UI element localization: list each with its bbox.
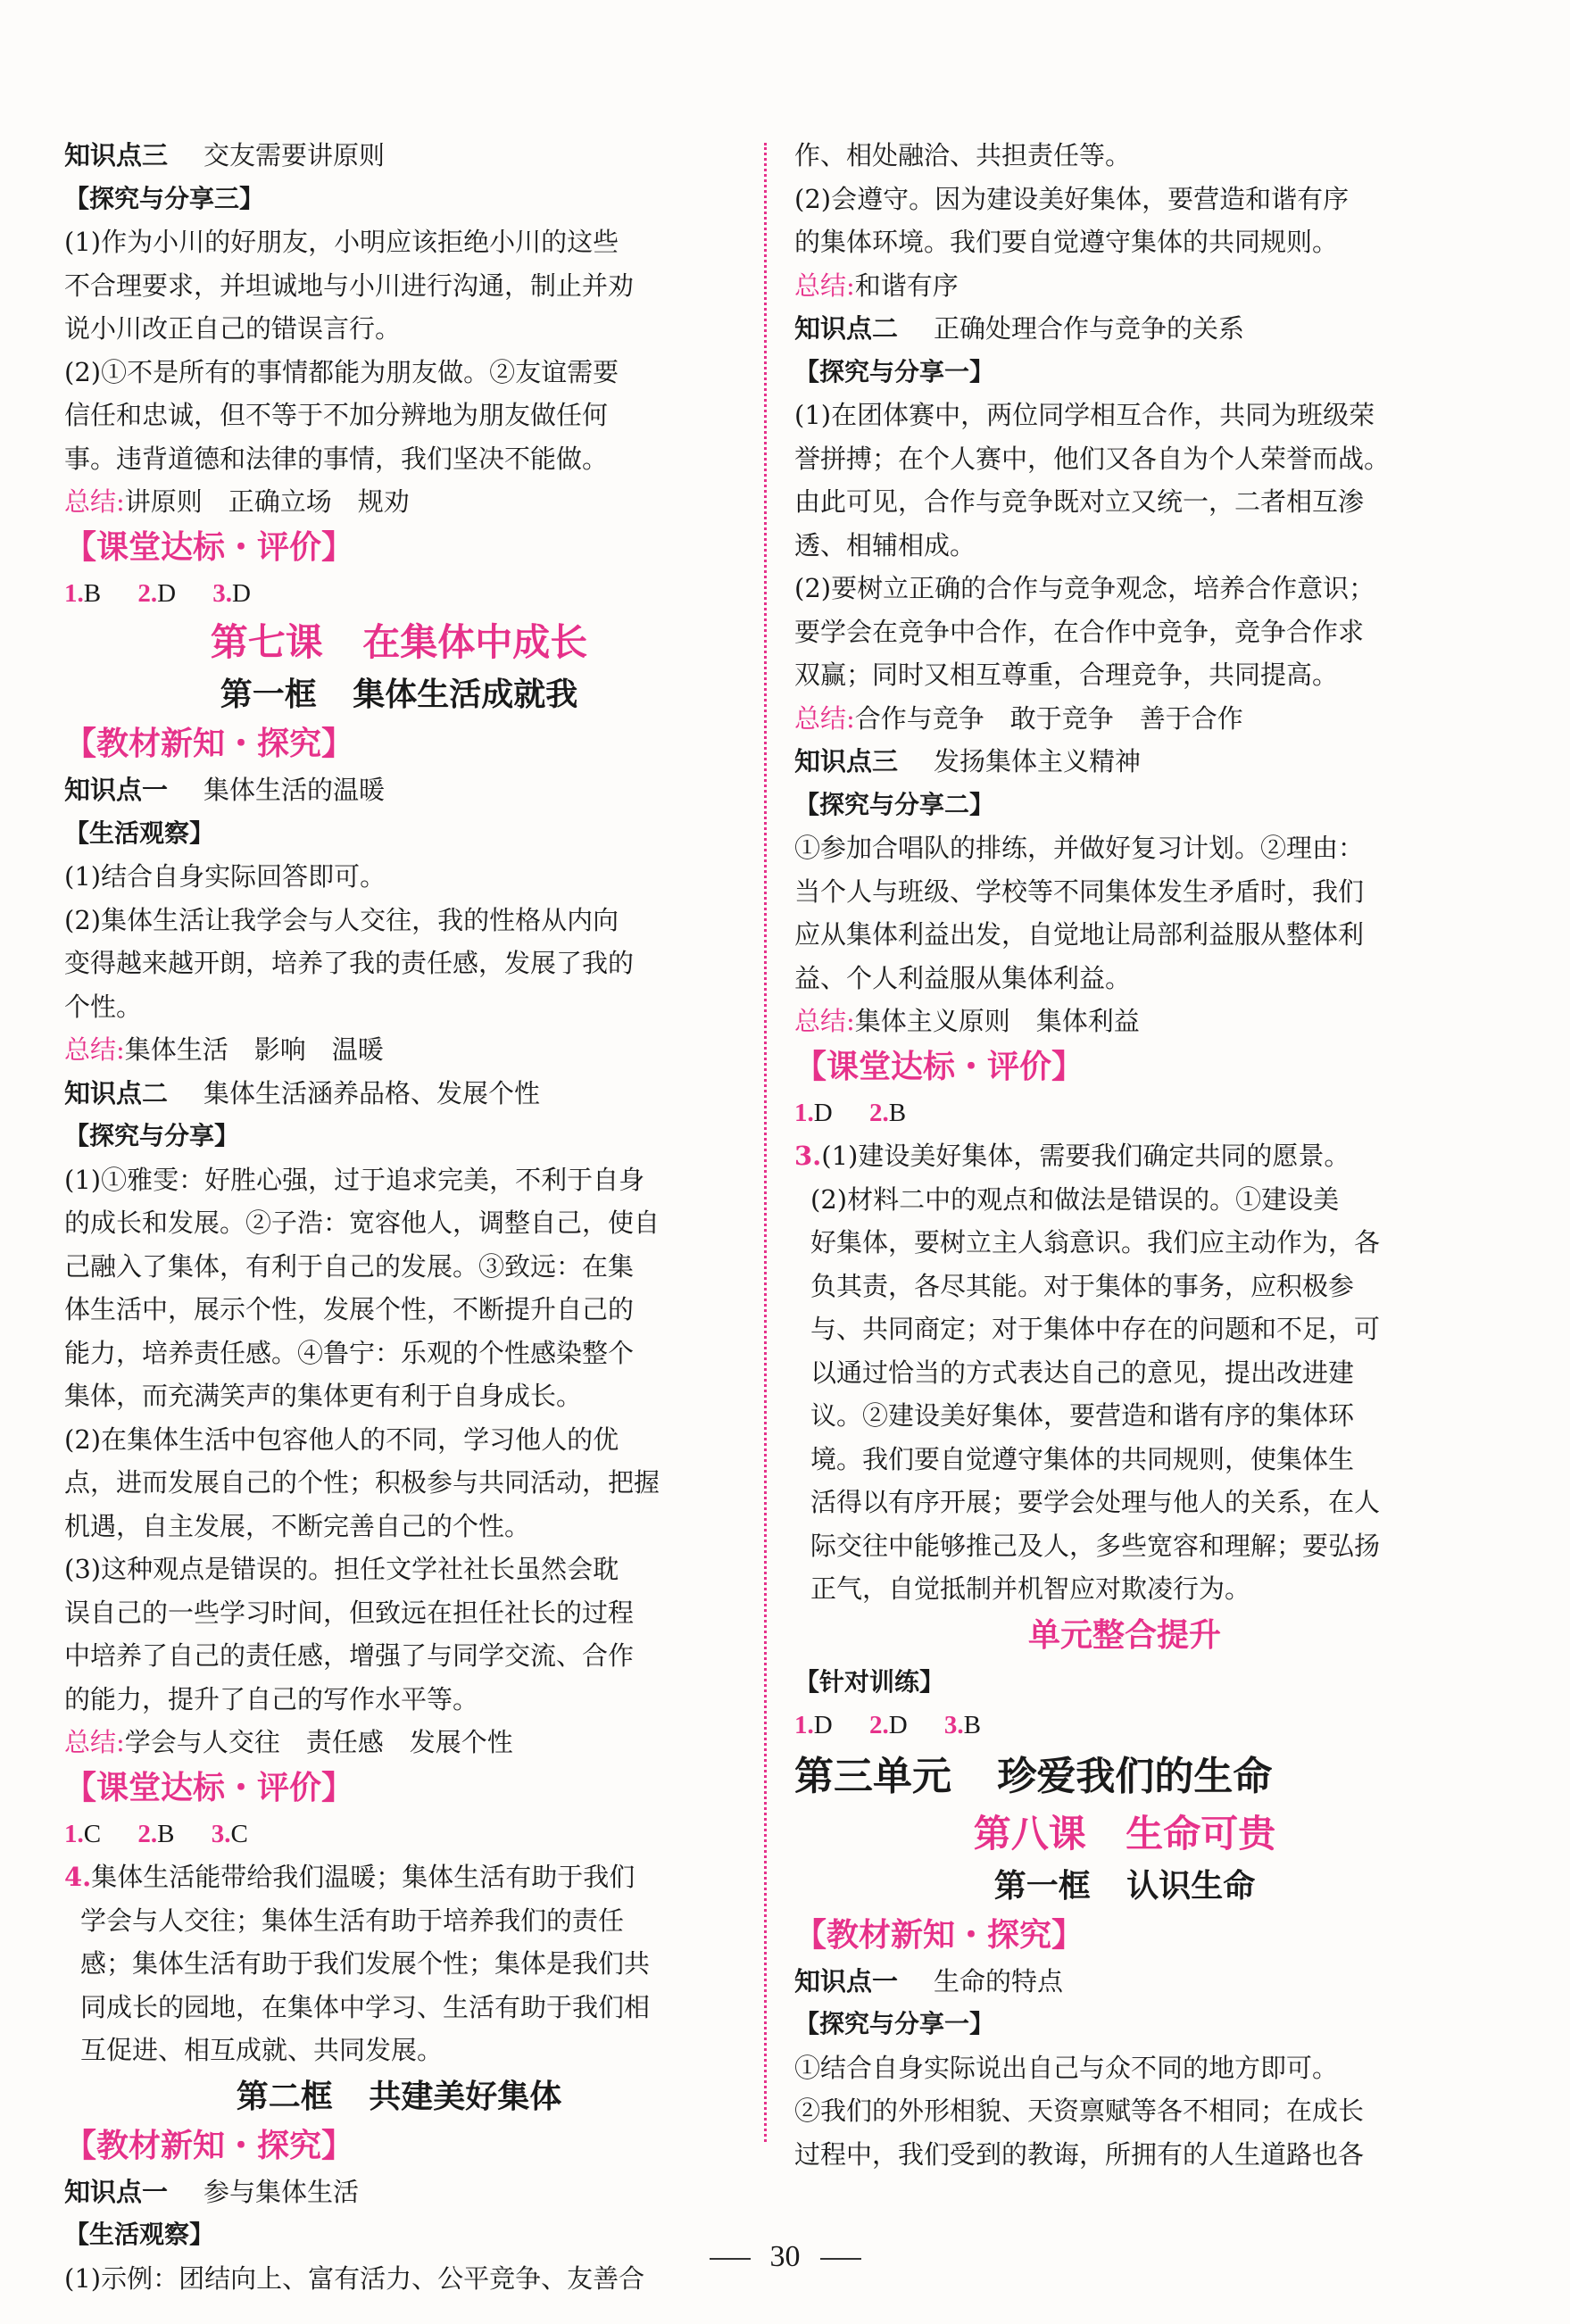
explore-share-label: 【探究与分享】 <box>64 1121 240 1150</box>
answer-list: 1.B 2.D 3.D <box>64 578 251 608</box>
life-observation-body: (1)示例：团结向上、富有活力、公平竞争、友善合 <box>64 2262 645 2294</box>
life-observation-label: 【生活观察】 <box>64 2220 215 2249</box>
explore-share-body: (1)①雅雯：好胜心强，过于追求完美，不利于自身 的成长和发展。②子浩：宽容他人，调整自己，使自 己融入了集体，有利于自己的发展。③致远：在集 体生活中，展示个性，发展个性，不断提升自己的 能力，培养责任感。④鲁宁：乐观的个性感染整个 集体，而充满笑声的集体更有利于自身成长。 (2)在集体生活中包容他人的不同，学习他人的优 点，进而发展自己的个性；积极参与共同活动，把握 机遇，自主发展，不断完善自己的个性。 (3)这种观点是错误的。担任文学社社长虽然会耽 误自己的一些学习时间，但致远在担任社长的过程 中培养了自己的责任感，增强了与同学交流、合作 的能力，提升了自己的写作水平等。 <box>64 1164 660 1714</box>
answer-list: 1.D 2.D 3.B <box>794 1711 981 1739</box>
knowledge-point-2: 知识点二 正确处理合作与竞争的关系 <box>794 313 1245 344</box>
summary: 总结:和谐有序 <box>794 270 959 301</box>
question-3-answer: 3.(1)建设美好集体，需要我们确定共同的愿景。 (2)材料二中的观点和做法是错误的。①建设美 好集体，要树立主人翁意识。我们应主动作为，各 负其责，各尽其能。对于集体的事务，应积极参 与、共同商定；对于集体中存在的问题和不足，可 以通过恰当的方式表达自己的意见，提出改进建 议。②建设美好集体，要营造和谐有序的集体环 境。我们要自觉遵守集体的共同规则，使集体生 活得以有序开展；要学会处理与他人的关系，在人 际交往中能够推己及人，多些宽容和理解；要弘扬 正气，自觉抵制并机智应对欺凌行为。 <box>794 1141 1381 1604</box>
explore-share-1-body: ①结合自身实际说出自己与众不同的地方即可。 ②我们的外形相貌、天资禀赋等各不相同；在成长 过程中，我们受到的教诲，所拥有的人生道路也各 <box>794 2052 1365 2170</box>
lesson-8-title: 第八课 生命可贵 <box>973 1811 1276 1855</box>
knowledge-point-3: 知识点三 交友需要讲原则 <box>64 140 386 170</box>
explore-share-3-body: (1)作为小川的好朋友，小明应该拒绝小川的这些 不合理要求，并坦诚地与小川进行沟通，制止并劝 说小川改正自己的错误言行。 (2)①不是所有的事情都能为朋友做。②友谊需要 信任和忠诚，但不等于不加分辨地为朋友做任何 事。违背道德和法律的事情，我们坚决不能做。 <box>64 227 635 474</box>
knowledge-point-1: 知识点一 集体生活的温暖 <box>64 775 386 805</box>
continued-text: 作、相处融洽、共担责任等。 (2)会遵守。因为建设美好集体，要营造和谐有序 的集体环境。我们要自觉遵守集体的共同规则。 <box>794 140 1350 257</box>
right-column <box>794 134 1455 2176</box>
answer-list: 1.C 2.B 3.C <box>64 1819 248 1848</box>
unit-3-title: 第三单元 珍爱我们的生命 <box>794 1753 1273 1799</box>
explore-share-2-body: ①参加合唱队的排练，并做好复习计划。②理由： 当个人与班级、学校等不同集体发生矛盾时，我们 应从集体利益出发，自觉地让局部利益服从整体利 益、个人利益服从集体利益。 <box>794 833 1365 993</box>
explore-share-3-label: 【探究与分享三】 <box>64 183 265 213</box>
column-divider <box>764 143 767 2142</box>
answer-list: 1.D 2.B <box>794 1098 907 1127</box>
summary: 总结:合作与竞争 敢于竞争 善于合作 <box>794 702 1243 734</box>
summary: 总结:集体生活 影响 温暖 <box>64 1034 384 1065</box>
explore-share-1-label: 【探究与分享一】 <box>794 356 995 386</box>
lesson-7-title: 第七课 在集体中成长 <box>210 620 588 664</box>
explore-share-2-label: 【探究与分享二】 <box>794 789 995 819</box>
summary: 总结:学会与人交往 责任感 发展个性 <box>64 1727 513 1757</box>
question-4-answer: 4.集体生活能带给我们温暖；集体生活有助于我们 学会与人交往；集体生活有助于培养我们的责任 感；集体生活有助于我们发展个性；集体是我们共 同成长的园地，在集体中学习、生活有助于我们相 互促进、相互成就、共同发展。 <box>64 1862 651 2065</box>
left-column <box>64 134 734 2300</box>
explore-share-1-label: 【探究与分享一】 <box>794 2009 995 2038</box>
class-evaluation-heading: 【课堂达标・评价】 <box>794 1048 1084 1085</box>
knowledge-point-2: 知识点二 集体生活涵养品格、发展个性 <box>64 1077 541 1108</box>
unit-integration-title: 单元整合提升 <box>1027 1616 1221 1654</box>
frame-2-title: 第二框 共建美好集体 <box>236 2078 562 2115</box>
class-evaluation-heading: 【课堂达标・评价】 <box>64 528 354 566</box>
summary: 总结:讲原则 正确立场 规劝 <box>64 486 410 517</box>
new-knowledge-heading: 【教材新知・探究】 <box>794 1916 1084 1954</box>
frame-1-title: 第一框 认识生命 <box>993 1867 1256 1905</box>
explore-share-1-body: (1)在团体赛中，两位同学相互合作，共同为班级荣 誉拼搏；在个人赛中，他们又各自为个人荣誉而战。 由此可见，合作与竞争既对立又统一，二者相互渗 透、相辅相成。 (2)要树立正确的合作与竞争观念，培养合作意识； 要学会在竞争中合作，在合作中竞争，竞争合作求 双赢；同时又相互尊重，合理竞争，共同提高。 <box>794 400 1391 690</box>
knowledge-point-3: 知识点三 发扬集体主义精神 <box>794 746 1142 776</box>
summary: 总结:集体主义原则 集体利益 <box>794 1006 1140 1036</box>
targeted-training-label: 【针对训练】 <box>794 1666 945 1697</box>
life-observation-body: (1)结合自身实际回答即可。 (2)集体生活让我学会与人交往，我的性格从内向 变得越来越开朗，培养了我的责任感，发展了我的 个性。 <box>64 861 635 1022</box>
life-observation-label: 【生活观察】 <box>64 818 215 848</box>
new-knowledge-heading: 【教材新知・探究】 <box>64 2127 354 2164</box>
knowledge-point-1: 知识点一 生命的特点 <box>794 1965 1064 1996</box>
page-number: 30 <box>0 2240 1570 2274</box>
knowledge-point-1: 知识点一 参与集体生活 <box>64 2176 360 2207</box>
new-knowledge-heading: 【教材新知・探究】 <box>64 726 354 762</box>
frame-1-title: 第一框 集体生活成就我 <box>220 676 578 713</box>
class-evaluation-heading: 【课堂达标・评价】 <box>64 1769 354 1806</box>
